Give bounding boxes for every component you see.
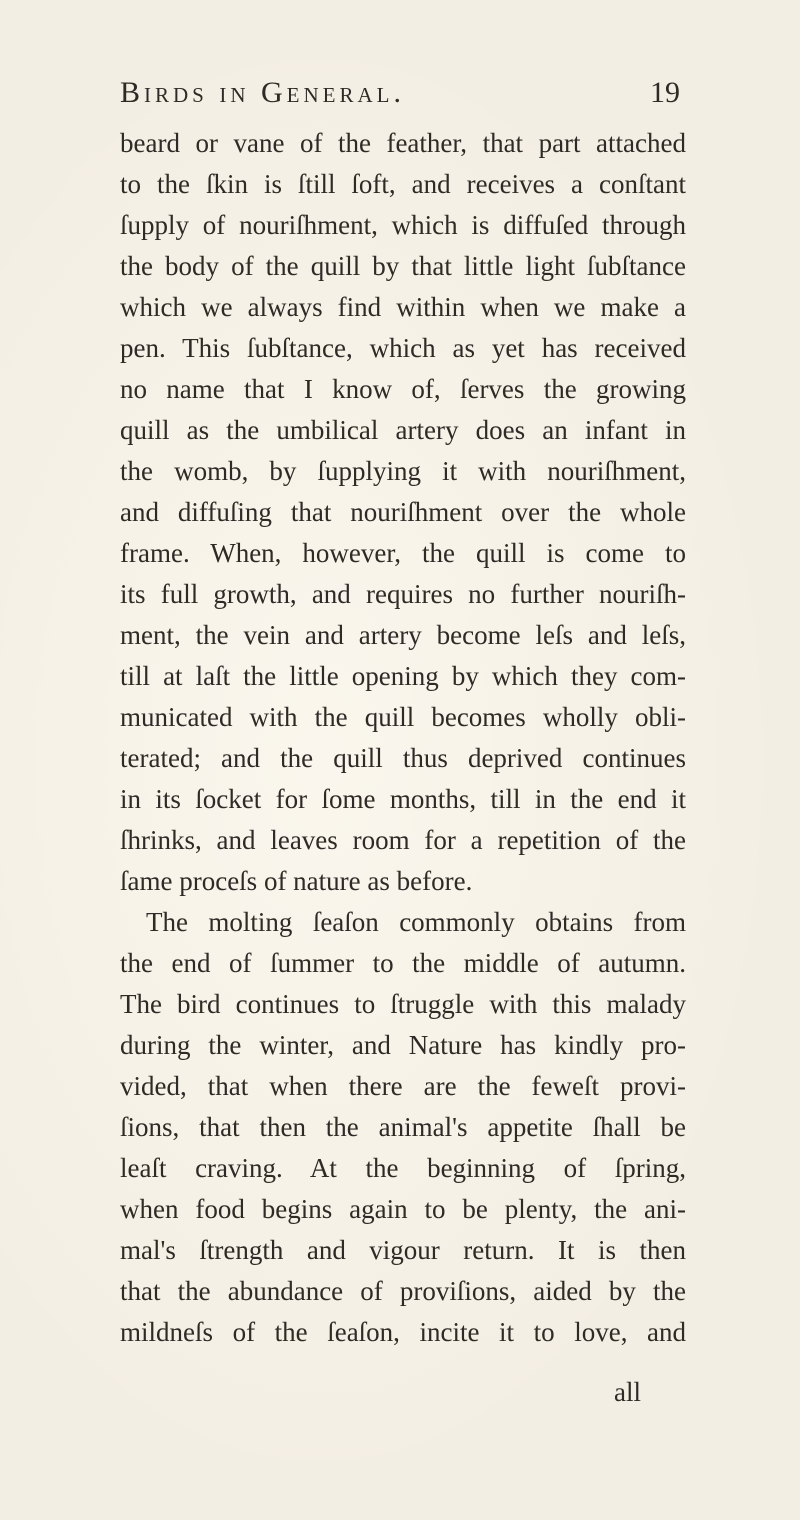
text-line: leaſt craving. At the beginning of ſpring, bbox=[120, 1153, 686, 1183]
text-line: its full growth, and requires no further nouriſh- bbox=[120, 579, 686, 609]
text-line: to the ſkin is ſtill ſoft, and receives a conſtant bbox=[120, 169, 686, 199]
text-line: pen. This ſubſtance, which as yet has received bbox=[120, 333, 686, 363]
text-line: ſhrinks, and leaves room for a repetition of the bbox=[120, 825, 686, 855]
text-line: the body of the quill by that little light ſubſtance bbox=[120, 251, 686, 281]
text-line: municated with the quill becomes wholly obli- bbox=[120, 702, 686, 732]
text-line: ment, the vein and artery become leſs and leſs, bbox=[120, 620, 686, 650]
text-line: frame. When, however, the quill is come to bbox=[120, 538, 686, 568]
text-line: ſupply of nouriſhment, which is diffuſed through bbox=[120, 210, 686, 240]
paragraph-end-line: ſame proceſs of nature as before. bbox=[120, 866, 473, 896]
text-line: The bird continues to ſtruggle with this malady bbox=[120, 989, 686, 1019]
text-line: mal's ſtrength and vigour return. It is then bbox=[120, 1235, 686, 1265]
text-line: in its ſocket for ſome months, till in the end it bbox=[120, 784, 686, 814]
text-line: vided, that when there are the feweſt provi- bbox=[120, 1071, 686, 1101]
text-line: the womb, by ſupplying it with nouriſhment, bbox=[120, 456, 686, 486]
text-line: quill as the umbilical artery does an infant in bbox=[120, 415, 686, 445]
text-line: when food begins again to be plenty, the ani- bbox=[120, 1194, 686, 1224]
chapter-title: Birds in General. bbox=[120, 76, 405, 109]
running-head bbox=[120, 76, 680, 120]
text-line: mildneſs of the ſeaſon, incite it to love, and bbox=[120, 1317, 686, 1347]
page-number: 19 bbox=[650, 76, 680, 109]
text-line: no name that I know of, ſerves the growing bbox=[120, 374, 686, 404]
text-line: till at laſt the little opening by which they com- bbox=[120, 661, 686, 691]
text-line: during the winter, and Nature has kindly pro- bbox=[120, 1030, 686, 1060]
text-line: the end of ſummer to the middle of autumn. bbox=[120, 948, 686, 978]
text-line: terated; and the quill thus deprived continues bbox=[120, 743, 686, 773]
paragraph-start-line: The molting ſeaſon commonly obtains from bbox=[146, 907, 686, 937]
catchword: all bbox=[614, 1377, 641, 1407]
text-line: beard or vane of the feather, that part attached bbox=[120, 128, 686, 158]
body-text bbox=[120, 123, 686, 1353]
text-line: that the abundance of proviſions, aided by the bbox=[120, 1276, 686, 1306]
text-line: ſions, that then the animal's appetite ſhall be bbox=[120, 1112, 686, 1142]
text-line: which we always find within when we make a bbox=[120, 292, 686, 322]
text-line: and diffuſing that nouriſhment over the whole bbox=[120, 497, 686, 527]
